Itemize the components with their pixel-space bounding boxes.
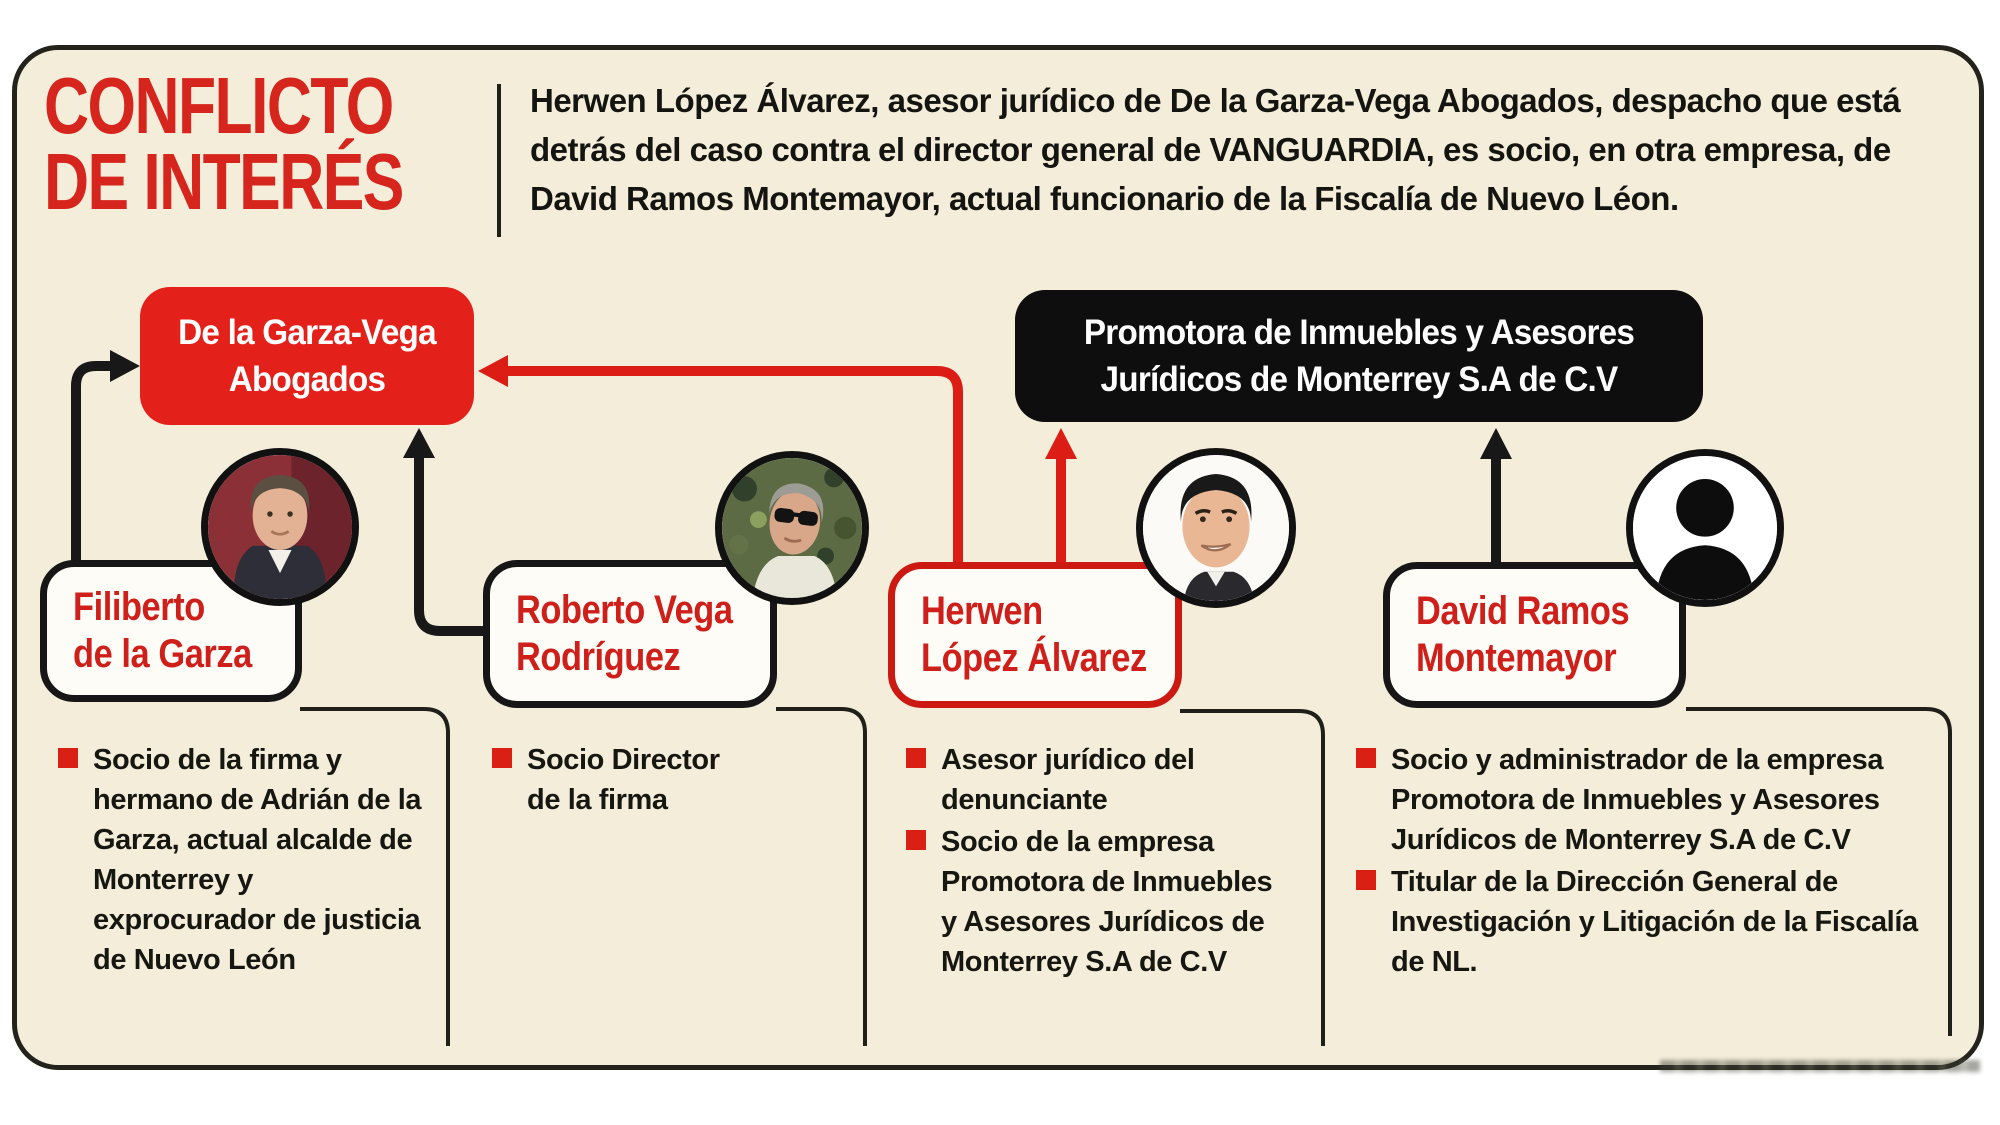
page-title-line2: DE INTERÉS: [44, 137, 403, 226]
man-in-suit-photo: [208, 455, 352, 599]
watermark-smudge: [1660, 1060, 1980, 1072]
person-name-line: Filiberto: [73, 585, 205, 629]
bullet-item: [906, 822, 1292, 982]
bullet-text: Titular de la Dirección General de Investigación y Litigación de la Fiscalía de NL.: [1391, 866, 1918, 978]
filiberto-photo: [201, 448, 359, 606]
person-name-line: Rodríguez: [516, 635, 681, 679]
bullet-square-icon: [906, 830, 926, 850]
bullet-square-icon: [58, 748, 78, 768]
person-name-line: López Álvarez: [921, 636, 1147, 680]
bullet-square-icon: [1356, 748, 1376, 768]
bullet-square-icon: [1356, 870, 1376, 890]
david-photo: [1626, 449, 1784, 607]
person-name-line: Herwen: [921, 589, 1043, 633]
company-box: [1015, 290, 1703, 422]
bullet-item: [492, 740, 754, 820]
bullet-text: Socio y administrador de la empresa Promotora de Inmuebles y Asesores Jurídicos de Monterrey S.A de C.V: [1391, 744, 1884, 856]
bullet-square-icon: [906, 748, 926, 768]
company-name: Promotora de Inmuebles y Asesores Jurídicos de Monterrey S.A de C.V: [1083, 313, 1635, 399]
bullet-text: Socio de la firma y hermano de Adrián de la Garza, actual alcalde de Monterrey y exprocurador de justicia de Nuevo León: [93, 744, 422, 976]
bullet-text: Socio de la empresa Promotora de Inmuebles y Asesores Jurídicos de Monterrey S.A de C.V: [941, 826, 1273, 978]
bullet-item: [58, 740, 430, 980]
intro-paragraph: Herwen López Álvarez, asesor jurídico de De la Garza-Vega Abogados, despacho que está detrás del caso contra el director general de VANGUARDIA, es socio, en otra empresa, de David Ramos Montemayor, actual funcionario de la Fiscalía de Nuevo Léon.: [530, 82, 1901, 217]
man-with-sunglasses-photo: [722, 458, 862, 598]
law-firm-name: De la Garza-Vega Abogados: [178, 313, 436, 399]
bullet-item: [1356, 862, 1956, 982]
bullets-herwen: [906, 740, 1292, 982]
roberto-photo: [715, 451, 869, 605]
bullet-square-icon: [492, 748, 512, 768]
bullets-filiberto: [58, 740, 430, 980]
page-title: [44, 61, 403, 226]
herwen-photo: [1136, 448, 1296, 608]
person-box-roberto: [483, 560, 777, 708]
bullet-text: Asesor jurídico del denunciante: [941, 744, 1195, 816]
bullet-item: [1356, 740, 1956, 860]
page-title-line1: CONFLICTO: [44, 61, 393, 150]
header-divider: [497, 84, 501, 237]
bullets-roberto: [492, 740, 754, 820]
person-name-line: Roberto Vega: [516, 588, 733, 632]
person-name-line: de la Garza: [73, 632, 252, 676]
law-firm-box: [140, 287, 474, 425]
young-man-photo: [1143, 455, 1289, 601]
bullet-text: Socio Director de la firma: [527, 744, 720, 816]
silhouette-photo: [1633, 456, 1777, 600]
person-name-line: Montemayor: [1416, 636, 1617, 680]
bullet-item: [906, 740, 1292, 820]
bullets-david: [1356, 740, 1956, 982]
person-box-david: [1383, 562, 1686, 708]
person-box-herwen: [888, 562, 1182, 708]
person-name-line: David Ramos: [1416, 589, 1630, 633]
